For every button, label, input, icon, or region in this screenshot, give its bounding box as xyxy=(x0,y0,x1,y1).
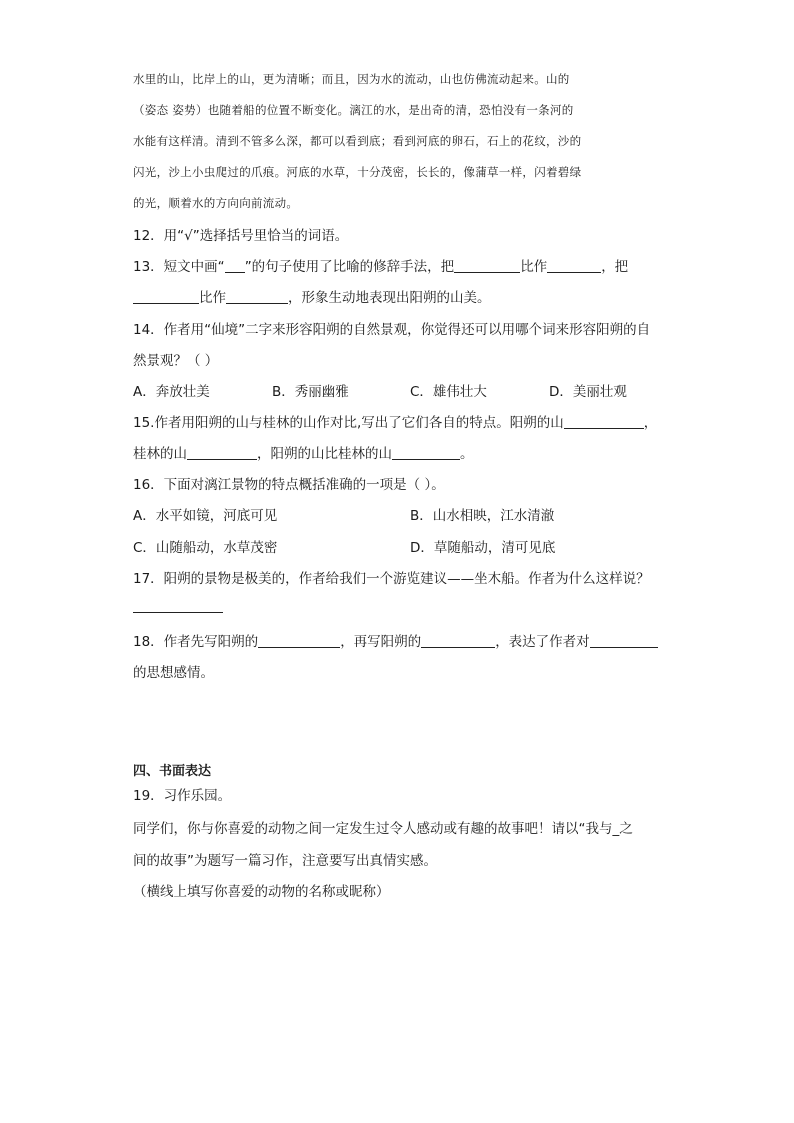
q13-text-e: 比作 xyxy=(199,290,226,306)
q13-text-c: 比作 xyxy=(520,259,548,275)
question-17: 17．阳朔的景物是极美的，作者给我们一个游览建议——坐木船。作者为什么这样说？ xyxy=(133,571,650,587)
question-19: 19．习作乐园。 xyxy=(133,788,232,804)
q13-blank-2[interactable] xyxy=(547,258,601,273)
q13-blank-1[interactable] xyxy=(454,258,520,273)
q16-option-a[interactable]: A．水平如镜，河底可见 xyxy=(133,508,278,524)
passage-line: 水能有这样清。清到不管多么深，都可以看到底；看到河底的卵石，石上的花纹，沙的 xyxy=(133,134,582,148)
q16-option-b[interactable]: B．山水相映，江水清澈 xyxy=(410,508,555,524)
reading-passage xyxy=(133,64,663,219)
q13-text-d: ，把 xyxy=(601,259,629,275)
question-16: 16．下面对漓江景物的特点概括准确的一项是（ ）。 xyxy=(133,477,445,493)
q13-blank-3[interactable] xyxy=(133,289,199,304)
question-15-line1 xyxy=(133,411,657,431)
essay-note: （横线上填写你喜爱的动物的名称或昵称） xyxy=(133,884,390,900)
q13-text-f: ，形象生动地表现出阳朔的山美。 xyxy=(288,290,491,306)
essay-prompt-line1: 同学们，你与你喜爱的动物之间一定发生过令人感动或有趣的故事吧！请以“我与_之 xyxy=(133,821,633,837)
q15-text-c: 桂林的山 xyxy=(133,446,187,462)
passage-line: 的光，顺着水的方向向前流动。 xyxy=(133,196,299,210)
q14-option-a[interactable]: A．奔放壮美 xyxy=(133,384,210,400)
q18-text-c: ，表达了作者对 xyxy=(495,634,590,650)
essay-prompt-line2: 间的故事”为题写一篇习作，注意要写出真情实感。 xyxy=(133,853,437,869)
question-18-line2: 的思想感情。 xyxy=(133,665,214,681)
q13-underline-mark xyxy=(225,258,245,273)
q13-text-a: 13．短文中画“ xyxy=(133,259,225,275)
question-14-line2: 然景观？（ ） xyxy=(133,353,219,369)
q14-option-b[interactable]: B．秀丽幽雅 xyxy=(272,384,349,400)
q15-text-a: 15.作者用阳朔的山与桂林的山作对比,写出了它们各自的特点。阳朔的山 xyxy=(133,415,564,431)
q15-text-d: ，阳朔的山比桂林的山 xyxy=(257,446,392,462)
q13-blank-4[interactable] xyxy=(226,289,288,304)
q15-blank-3[interactable] xyxy=(392,445,460,460)
q15-text-e: 。 xyxy=(460,446,474,462)
question-13-line2 xyxy=(133,286,491,306)
q16-option-d[interactable]: D．草随船动，清可见底 xyxy=(410,540,556,556)
question-12: 12．用“√”选择括号里恰当的词语。 xyxy=(133,228,349,244)
passage-line: 水里的山，比岸上的山，更为清晰；而且，因为水的流动，山也仿佛流动起来。山的 xyxy=(133,72,570,86)
question-15-line2 xyxy=(133,442,474,462)
q18-text-b: ，再写阳朔的 xyxy=(340,634,422,650)
q13-text-b: ”的句子使用了比喻的修辞手法，把 xyxy=(244,259,455,275)
q18-text-a: 18．作者先写阳朔的 xyxy=(133,634,259,650)
q17-answer-blank[interactable] xyxy=(133,598,223,613)
q15-blank-1[interactable] xyxy=(564,414,644,429)
q16-option-c[interactable]: C．山随船动，水草茂密 xyxy=(133,540,278,556)
q14-option-c[interactable]: C．雄伟壮大 xyxy=(410,384,487,400)
q18-blank-1[interactable] xyxy=(258,633,340,648)
q18-blank-3[interactable] xyxy=(590,633,658,648)
section-heading: 四、书面表达 xyxy=(133,764,212,779)
question-13-line1 xyxy=(133,255,628,275)
question-14-line1: 14．作者用“仙境”二字来形容阳朔的自然景观，你觉得还可以用哪个词来形容阳朔的自 xyxy=(133,322,651,338)
q18-blank-2[interactable] xyxy=(421,633,495,648)
q15-text-b: ， xyxy=(643,415,658,431)
q15-blank-2[interactable] xyxy=(187,445,257,460)
passage-line: 闪光，沙上小虫爬过的爪痕。河底的水草，十分茂密，长长的，像蒲草一样，闪着碧绿 xyxy=(133,165,582,179)
question-18-line1 xyxy=(133,630,658,650)
q14-option-d[interactable]: D．美丽壮观 xyxy=(549,384,627,400)
question-17-answer xyxy=(133,598,223,615)
passage-line: （姿态 姿势）也随着船的位置不断变化。漓江的水，是出奇的清，恐怕没有一条河的 xyxy=(133,103,574,117)
